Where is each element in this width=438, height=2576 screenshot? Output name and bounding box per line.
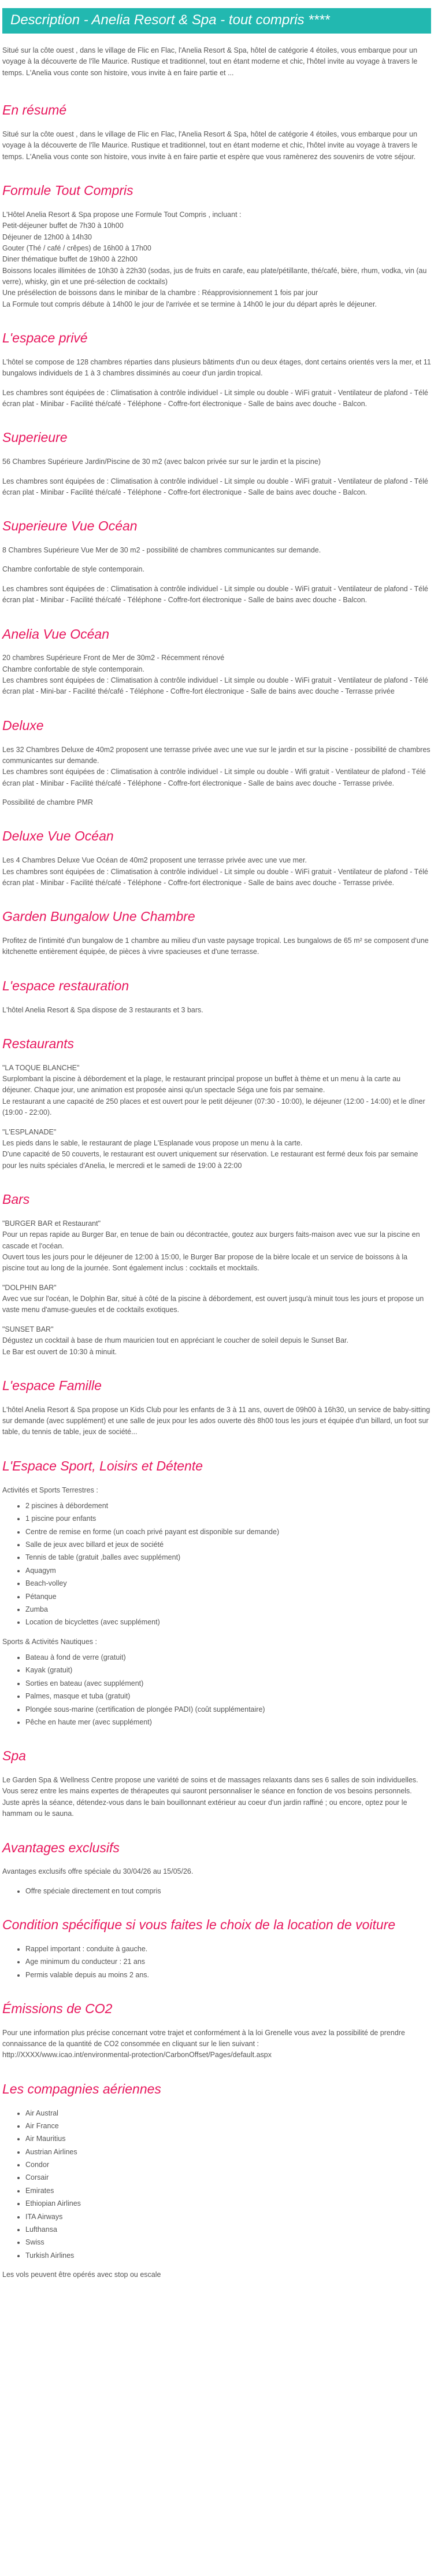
- text-line: Avec vue sur l'océan, le Dolphin Bar, situé à côté de la piscine à débordement, est ouvert jusqu'à minuit tous les jours et propose un vaste menu d'amuse-gueules et de cocktails exotiques.: [2, 1295, 424, 1314]
- text-line: "BURGER BAR et Restaurant": [2, 1219, 101, 1228]
- bullet-list: [2, 1652, 431, 1728]
- text-line: Dégustez un cocktail à base de rhum mauricien tout en appréciant le coucher de soleil depuis le Sunset Bar.: [2, 1336, 348, 1345]
- section-bars: [2, 1191, 431, 1358]
- section-heading: L'espace privé: [2, 330, 88, 346]
- text-line: 56 Chambres Supérieure Jardin/Piscine de 30 m2 (avec balcon privée sur sur le jardin et la piscine): [2, 458, 321, 466]
- text-line: Les 32 Chambres Deluxe de 40m2 proposent une terrasse privée avec une vue sur le jardin et sur la piscine - possibilité de chambres communicantes sur demande.: [2, 745, 430, 765]
- list-label: Sports & Activités Nautiques :: [2, 1637, 97, 1646]
- text-line: Les chambres sont équipées de : Climatisation à contrôle individuel - Lit simple ou double - Wifi gratuit - Ventilateur de plafond - Télé écran plat - Minibar - Facilité thé/café - Téléphone - Coffre-fort électronique - Salle de bains avec douche - Terrasse privée.: [2, 768, 426, 787]
- section-paragraph: [2, 1405, 431, 1438]
- text-line: Pour un repas rapide au Burger Bar, en tenue de bain ou décontractée, goutez aux burgers faits-maison avec vue sur la piscine en cascade et l'océan.: [2, 1230, 420, 1250]
- section-deluxe: [2, 717, 431, 809]
- section-l-espace-restauration: [2, 978, 431, 1016]
- section-heading: L'Espace Sport, Loisirs et Détente: [2, 1458, 203, 1473]
- text-line: Ouvert tous les jours pour le déjeuner de 12:00 à 15:00, le Burger Bar propose de la bière locale et un service de boissons à la piscine tout au long de la journée. Sont également inclus : cocktails et mocktails.: [2, 1252, 408, 1273]
- section-l-espace-sport-loisirs-et-detente: [2, 1458, 431, 1729]
- section-avantages-exclusifs: [2, 1840, 431, 1897]
- page-title: Description - Anelia Resort & Spa - tout compris ****: [2, 8, 431, 34]
- section-condition-specifique-si-vous-faites-le-choix-de-la-location-de-voiture: [2, 1917, 431, 1981]
- list-item: • Turkish Airlines: [25, 2250, 431, 2261]
- list-item: • 1 piscine pour enfants: [25, 1513, 431, 1524]
- section-restaurants: [2, 1035, 431, 1171]
- text-line: Boissons locales illimitées de 10h30 à 22h30 (sodas, jus de fruits en carafe, eau plate/pétillante, thé/café, bière, rhum, vodka, vin (au verre), whisky, gin et une pré-sélection de cocktails): [2, 266, 427, 286]
- section-heading: Spa: [2, 1748, 26, 1764]
- text-line: Déjeuner de 12h00 à 14h30: [2, 233, 92, 241]
- list-item: • Aquagym: [25, 1565, 431, 1576]
- section-paragraph: [2, 935, 431, 958]
- bullet-list: [2, 1886, 431, 1897]
- section-superieure-vue-ocean: [2, 518, 431, 606]
- section-paragraph: [2, 388, 431, 410]
- section-paragraph: [2, 1063, 431, 1119]
- list-label: Activités et Sports Terrestres :: [2, 1486, 98, 1494]
- list-item: • Emirates: [25, 2186, 431, 2197]
- section-les-compagnies-aeriennes: [2, 2081, 431, 2281]
- text-line: 20 chambres Supérieure Front de Mer de 30m2 - Récemment rénové: [2, 654, 225, 662]
- section-paragraph: [2, 357, 431, 379]
- text-line: Les chambres sont équipées de : Climatisation à contrôle individuel - Lit simple ou double - WiFi gratuit - Ventilateur de plafond - Télé écran plat - Minibar - Facilité thé/café - Téléphone - Coffre-fort électronique - Salle de bains avec douche - Balcon.: [2, 477, 428, 496]
- section-l-espace-prive: [2, 330, 431, 410]
- section-heading: Restaurants: [2, 1035, 75, 1051]
- section-paragraph: [2, 2028, 431, 2061]
- section-paragraph: [2, 855, 431, 889]
- section-paragraph: [2, 1775, 431, 1820]
- page: [0, 8, 433, 2312]
- section-anelia-vue-ocean: [2, 626, 431, 698]
- section-paragraph: [2, 564, 431, 575]
- text-line: Les chambres sont équipées de : Climatisation à contrôle individuel - Lit simple ou double - WiFi gratuit - Ventilateur de plafond - Télé écran plat - Minibar - Facilité thé/café - Téléphone - Coffre-fort électronique - Salle de bains avec douche - Terrasse privée.: [2, 867, 428, 887]
- text-line: D'une capacité de 50 couverts, le restaurant est ouvert uniquement sur réservation. Le restaurant est fermé deux fois par semaine pour les nuits spéciales d'Anelia, le mercredi et le samedi de 19:00 à 22:00: [2, 1150, 418, 1170]
- section-garden-bungalow-une-chambre: [2, 908, 431, 958]
- bullet-list: [2, 1944, 431, 1981]
- list-item: • Centre de remise en forme (un coach privé payant est disponible sur demande): [25, 1527, 431, 1538]
- section-spa: [2, 1748, 431, 1819]
- section-heading: En résumé: [2, 102, 67, 118]
- section-heading: Deluxe Vue Océan: [2, 828, 114, 844]
- intro-text: Situé sur la côte ouest , dans le village de Flic en Flac, l'Anelia Resort & Spa, hôtel de catégorie 4 étoiles, vous embarque pour un voyage à la découverte de l'île Maurice. Rustique et traditionnel, tout en étant moderne et chic, l'hôtel invite au voyage à travers le temps. L'Anelia vous conte son histoire, vous invite à en faire partie et ...: [2, 46, 418, 77]
- section-paragraph: [2, 653, 431, 698]
- section-paragraph: [2, 129, 431, 163]
- list-item: • Salle de jeux avec billard et jeux de société: [25, 1539, 431, 1550]
- section-paragraph: [2, 545, 431, 556]
- section-heading: Deluxe: [2, 717, 44, 733]
- list-item: • Ethiopian Airlines: [25, 2198, 431, 2209]
- text-line: "DOLPHIN BAR": [2, 1283, 57, 1292]
- text-line: Diner thématique buffet de 19h00 à 22h00: [2, 255, 138, 264]
- text-line: Une présélection de boissons dans le minibar de la chambre : Réapprovisionnement 1 fois par jour: [2, 289, 318, 297]
- list-item: • Palmes, masque et tuba (gratuit): [25, 1691, 431, 1702]
- list-item: • Sorties en bateau (avec supplément): [25, 1678, 431, 1689]
- section-en-resume: [2, 102, 431, 163]
- text-line: Avantages exclusifs offre spéciale du 30/04/26 au 15/05/26.: [2, 1867, 194, 1876]
- list-item: • Lufthansa: [25, 2224, 431, 2235]
- list-item: • ITA Airways: [25, 2212, 431, 2223]
- section-deluxe-vue-ocean: [2, 828, 431, 889]
- text-line: Les chambres sont équipées de : Climatisation à contrôle individuel - Lit simple ou double - WiFi gratuit - Ventilateur de plafond - Télé écran plat - Mini-bar - Facilité thé/café - Téléphone - Coffre-fort électronique - Salle de bains avec douche - Terrasse privée: [2, 676, 428, 696]
- section-emissions-de-co2: [2, 2000, 431, 2061]
- list-item: • Rappel important : conduite à gauche.: [25, 1944, 431, 1955]
- section-heading: Les compagnies aériennes: [2, 2081, 161, 2096]
- list-item: • Corsair: [25, 2172, 431, 2183]
- section-heading: Condition spécifique si vous faites le choix de la location de voiture: [2, 1917, 396, 1932]
- text-line: Profitez de l'intimité d'un bungalow de 1 chambre au milieu d'un vaste paysage tropical. Les bungalows de 65 m² se composent d'une kitchenette entièrement équipée, de pièces à vivre spacieuses et d'une terrasse.: [2, 937, 429, 956]
- list-item: • Air France: [25, 2121, 431, 2132]
- list-item: • Air Austral: [25, 2108, 431, 2119]
- section-heading: Formule Tout Compris: [2, 183, 133, 198]
- section-paragraph: [2, 1218, 431, 1274]
- text-line: Chambre confortable de style contemporain.: [2, 665, 144, 673]
- list-item: • Tennis de table (gratuit ,balles avec supplément): [25, 1552, 431, 1563]
- section-heading: Superieure: [2, 430, 68, 445]
- text-line: Le Bar est ouvert de 10:30 à minuit.: [2, 1347, 117, 1356]
- text-line: Les chambres sont équipées de : Climatisation à contrôle individuel - Lit simple ou double - WiFi gratuit - Ventilateur de plafond - Télé écran plat - Minibar - Facilité thé/café - Téléphone - Coffre-fort électronique - Salle de bains avec douche - Balcon.: [2, 388, 428, 408]
- text-line: Juste après la séance, détendez-vous dans le bain bouillonnant extérieur au coeur d'un jardin raffiné ; ou encore, optez pour le hammam ou le sauna.: [2, 1798, 407, 1818]
- text-line: Gouter (Thé / café / crêpes) de 16h00 à 17h00: [2, 244, 151, 252]
- list-item: • 2 piscines à débordement: [25, 1501, 431, 1512]
- text-line: L'hôtel Anelia Resort & Spa propose un Kids Club pour les enfants de 3 à 11 ans, ouvert de 09h00 à 16h30, un service de baby-sitting sur demande (avec supplément) et une salle de jeux pour les ados ouverte dès 8h00 tous les jours et équipée d'un billard, un foot sur table, du tennis de table, jeux de société...: [2, 1405, 430, 1436]
- section-heading: Garden Bungalow Une Chambre: [2, 909, 195, 924]
- text-line: Petit-déjeuner buffet de 7h30 à 10h00: [2, 222, 124, 230]
- text-line: http://XXXX/www.icao.int/environmental-protection/CarbonOffset/Pages/default.aspx: [2, 2051, 272, 2059]
- text-line: La Formule tout compris débute à 14h00 le jour de l'arrivée et se termine à 14h00 le jour du départ après le déjeuner.: [2, 300, 377, 308]
- text-line: Chambre confortable de style contemporain.: [2, 565, 144, 574]
- section-paragraph: [2, 1866, 431, 1877]
- section-footer-note: Les vols peuvent être opérés avec stop ou escale: [2, 2271, 161, 2279]
- section-paragraph: [2, 1283, 431, 1316]
- list-item: • Swiss: [25, 2237, 431, 2248]
- list-item: • Austrian Airlines: [25, 2147, 431, 2158]
- list-item: • Location de bicyclettes (avec supplément): [25, 1617, 431, 1628]
- text-line: Les chambres sont équipées de : Climatisation à contrôle individuel - Lit simple ou double - WiFi gratuit - Ventilateur de plafond - Télé écran plat - Minibar - Facilité thé/café - Téléphone - Coffre-fort électronique - Salle de bains avec douche - Balcon.: [2, 584, 428, 605]
- text-line: "L'ESPLANADE": [2, 1127, 57, 1136]
- section-formule-tout-compris: [2, 182, 431, 310]
- text-line: Le Garden Spa & Wellness Centre propose une variété de soins et de massages relaxants dans ses 6 salles de soin individuelles. Vous serez entre les mains expertes de thérapeutes qui sauront personnaliser le séance en fonction de vos besoins personnels.: [2, 1776, 418, 1796]
- text-line: Les pieds dans le sable, le restaurant de plage L'Esplanade vous propose un menu à la carte.: [2, 1138, 303, 1147]
- text-line: L'Hôtel Anelia Resort & Spa propose une Formule Tout Compris , incluant :: [2, 210, 242, 219]
- section-paragraph: [2, 1324, 431, 1358]
- section-paragraph: [2, 745, 431, 790]
- list-item: • Pêche en haute mer (avec supplément): [25, 1717, 431, 1728]
- text-line: "LA TOQUE BLANCHE": [2, 1063, 80, 1072]
- list-item: • Pétanque: [25, 1591, 431, 1602]
- section-paragraph: [2, 456, 431, 467]
- section-paragraph: [2, 797, 431, 808]
- section-paragraph: [2, 476, 431, 499]
- text-line: Le restaurant a une capacité de 250 places et est ouvert pour le petit déjeuner (07:30 - 10:00), le déjeuner (12:00 - 14:00) et le dîner (19:00 - 22:00).: [2, 1097, 425, 1117]
- list-item: • Age minimum du conducteur : 21 ans: [25, 1956, 431, 1967]
- list-item: • Condor: [25, 2159, 431, 2170]
- list-item: • Zumba: [25, 1604, 431, 1615]
- list-item: • Air Mauritius: [25, 2133, 431, 2144]
- text-line: L'hôtel Anelia Resort & Spa dispose de 3 restaurants et 3 bars.: [2, 1005, 203, 1014]
- section-paragraph: [2, 584, 431, 606]
- section-heading: L'espace Famille: [2, 1377, 102, 1393]
- text-line: Situé sur la côte ouest , dans le village de Flic en Flac, l'Anelia Resort & Spa, hôtel de catégorie 4 étoiles, vous embarque pour un voyage à la découverte de l'île Maurice. Rustique et traditionnel, tout en étant moderne et chic, l'hôtel invite au voyage à travers le temps. L'Anelia vous conte son histoire, vous invite à en faire partie et espère que vous ramènerez des souvenirs de votre séjour.: [2, 130, 418, 161]
- section-heading: Superieure Vue Océan: [2, 518, 138, 534]
- list-item: • Permis valable depuis au moins 2 ans.: [25, 1970, 431, 1981]
- text-line: Les 4 Chambres Deluxe Vue Océan de 40m2 proposent une terrasse privée avec une vue mer.: [2, 856, 307, 865]
- section-heading: Anelia Vue Océan: [2, 626, 109, 642]
- list-item: • Kayak (gratuit): [25, 1665, 431, 1676]
- section-superieure: [2, 429, 431, 498]
- list-item: • Bateau à fond de verre (gratuit): [25, 1652, 431, 1663]
- section-l-espace-famille: [2, 1377, 431, 1438]
- bullet-list: [2, 2108, 431, 2262]
- section-paragraph: [2, 209, 431, 310]
- section-paragraph: [2, 1127, 431, 1172]
- section-paragraph: [2, 1005, 431, 1016]
- text-line: "SUNSET BAR": [2, 1325, 54, 1333]
- list-item: • Offre spéciale directement en tout compris: [25, 1886, 431, 1897]
- text-line: 8 Chambres Supérieure Vue Mer de 30 m2 - possibilité de chambres communicantes sur demande.: [2, 546, 321, 554]
- section-heading: L'espace restauration: [2, 978, 129, 993]
- text-line: Pour une information plus précise concernant votre trajet et conformément à la loi Grenelle vous avez la possibilité de prendre connaissance de la quantité de CO2 consommée en cliquant sur le lien suivant :: [2, 2028, 405, 2048]
- text-line: Surplombant la piscine à débordement et la plage, le restaurant principal propose un buffet à thème et un menu à la carte au déjeuner. Chaque jour, une animation est proposée ainsi qu'un spectacle Séga une fois par semaine.: [2, 1075, 401, 1094]
- content-sections: [2, 102, 431, 2280]
- list-item: • Plongée sous-marine (certification de plongée PADI) (coût supplémentaire): [25, 1704, 431, 1715]
- section-heading: Bars: [2, 1192, 30, 1207]
- text-line: L'hôtel se compose de 128 chambres réparties dans plusieurs bâtiments d'un ou deux étages, dont certains orientés vers la mer, et 11 bungalows individuels de 1 à 3 chambres dissiminés au coeur d'un jardin tropical.: [2, 358, 431, 378]
- section-heading: Émissions de CO2: [2, 2000, 113, 2016]
- section-heading: Avantages exclusifs: [2, 1840, 120, 1855]
- text-line: Possibilité de chambre PMR: [2, 798, 94, 806]
- bullet-list: [2, 1501, 431, 1628]
- list-item: • Beach-volley: [25, 1578, 431, 1589]
